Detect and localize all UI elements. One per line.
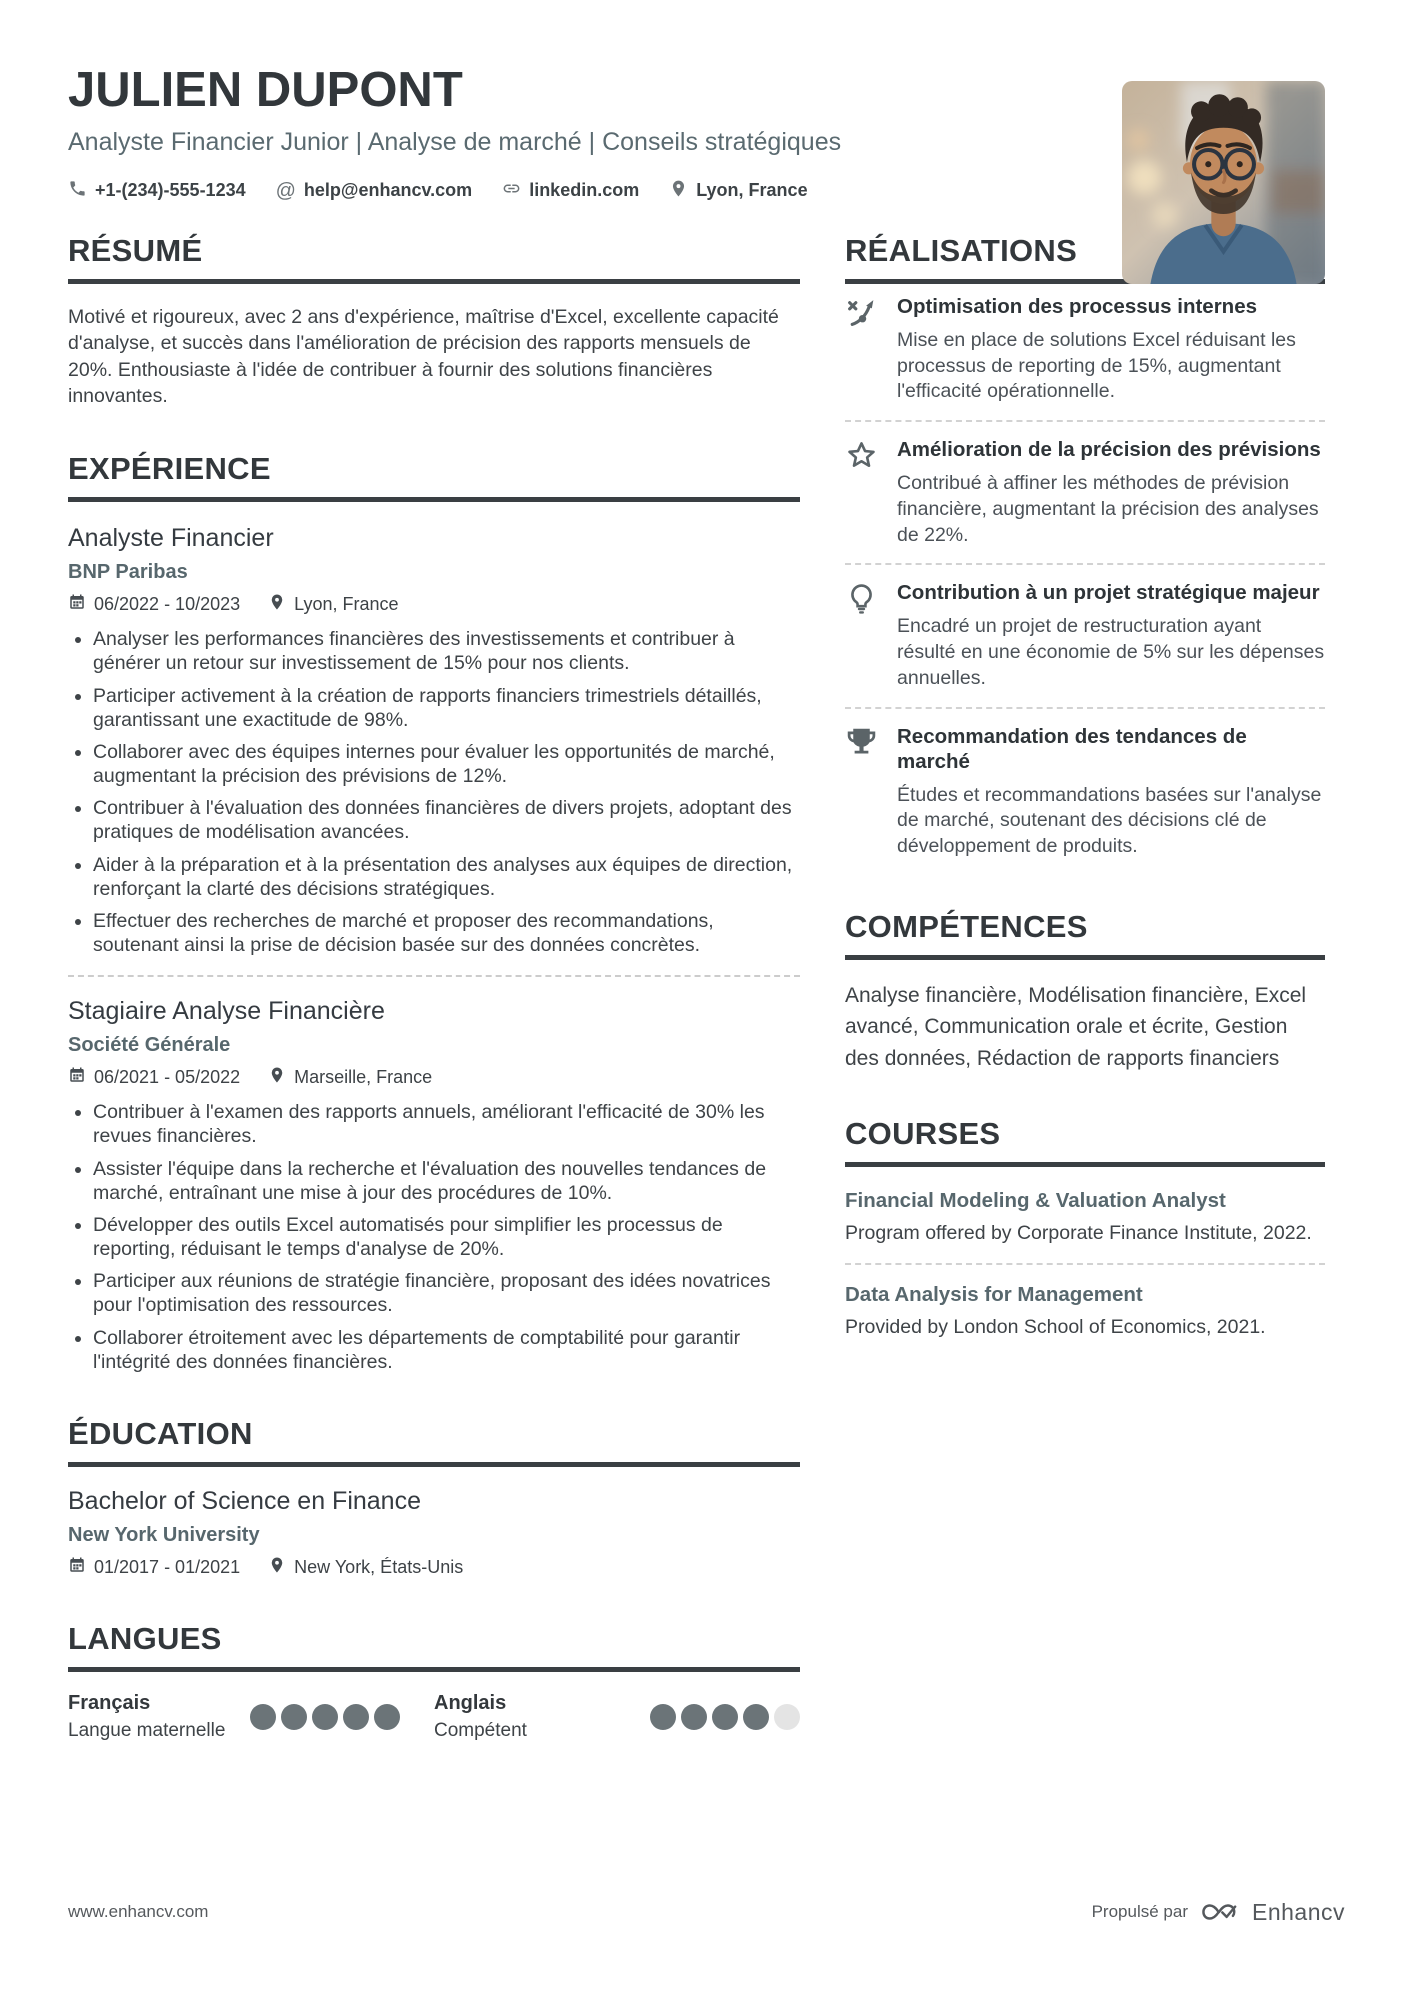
job-bullet: • Analyser les performances financières des investissements et contribuer à générer un retour sur investissement de 15% pour nos clients. bbox=[93, 627, 800, 675]
powered-by-label: Propulsé par bbox=[1091, 1902, 1188, 1921]
section-courses bbox=[845, 1116, 1325, 1356]
rating-dot bbox=[650, 1704, 676, 1730]
summary-text: Motivé et rigoureux, avec 2 ans d'expérience, maîtrise d'Excel, excellente capacité d'analyse, et succès dans l'amélioration de précision des rapports mensuels de 20%. Enthousiaste à l'idée de contribuer à fournir des solutions financières innovantes. bbox=[68, 305, 779, 407]
phone-number: +1-(234)-555-1234 bbox=[95, 180, 246, 201]
languages-heading: LANGUES bbox=[68, 1621, 800, 1672]
education-location bbox=[268, 1556, 463, 1579]
job-bullet: • Effectuer des recherches de marché et proposer des recommandations, soutenant ainsi la prise de décision basée sur des données concrètes. bbox=[93, 909, 800, 957]
location-pin-icon bbox=[268, 1066, 286, 1089]
school-name: New York University bbox=[68, 1523, 260, 1546]
footer-site-link[interactable]: www.enhancv.com bbox=[68, 1902, 209, 1921]
enhancv-logo-icon[interactable] bbox=[1200, 1898, 1240, 1926]
job-dates-text: 06/2021 - 05/2022 bbox=[94, 1067, 241, 1088]
location-pin-icon bbox=[669, 179, 688, 203]
job-bullet: • Collaborer avec des équipes internes pour évaluer les opportunités de marché, augmentant la précision des prévisions de 12%. bbox=[93, 740, 800, 788]
achievements-heading: RÉALISATIONS bbox=[845, 233, 1325, 284]
job-title: Analyste Financier bbox=[68, 524, 274, 553]
achievement-text: Encadré un projet de restructuration ayant résulté en une économie de 5% sur les dépenses annuelles. bbox=[897, 615, 1325, 689]
education-location-text: New York, États-Unis bbox=[294, 1556, 464, 1577]
job-dates-text: 06/2022 - 10/2023 bbox=[94, 594, 241, 615]
language-level: Compétent bbox=[434, 1719, 527, 1741]
job-bullet: • Collaborer étroitement avec les départements de comptabilité pour garantir l'intégrité des données financières. bbox=[93, 1326, 800, 1374]
language-item bbox=[434, 1692, 800, 1742]
course-title: Data Analysis for Management bbox=[845, 1282, 1143, 1306]
rating-dot bbox=[774, 1704, 800, 1730]
course-title: Financial Modeling & Valuation Analyst bbox=[845, 1189, 1226, 1213]
location-text: Lyon, France bbox=[696, 180, 808, 201]
achievement-text: Contribué à affiner les méthodes de prévision financière, augmentant la précision des analyses de 22%. bbox=[897, 472, 1319, 546]
job-location bbox=[268, 1066, 432, 1089]
email-address[interactable]: help@enhancv.com bbox=[303, 180, 473, 201]
job-bullet: • Assister l'équipe dans la recherche et l'évaluation des nouvelles tendances de marché, entraînant une mise à jour des procédures de 10%. bbox=[93, 1157, 800, 1205]
profile-photo bbox=[1122, 81, 1325, 284]
section-languages bbox=[68, 1621, 800, 1742]
website-url[interactable]: linkedin.com bbox=[529, 180, 640, 201]
achievement-title: Optimisation des processus internes bbox=[897, 294, 1257, 318]
job-location-text: Marseille, France bbox=[294, 1067, 433, 1088]
language-rating-dots bbox=[650, 1704, 800, 1730]
experience-heading: EXPÉRIENCE bbox=[68, 451, 800, 502]
job-meta bbox=[68, 1066, 800, 1089]
rating-dot bbox=[743, 1704, 769, 1730]
achievement-item bbox=[845, 420, 1325, 563]
rating-dot bbox=[712, 1704, 738, 1730]
achievement-text: Études et recommandations basées sur l'analyse de marché, soutenant des décisions clé de développement de produits. bbox=[897, 783, 1322, 857]
job-bullet: • Contribuer à l'évaluation des données financières de divers projets, adoptant des pratiques de modélisation avancées. bbox=[93, 796, 800, 844]
company-name: Société Générale bbox=[68, 1034, 231, 1057]
rating-dot bbox=[681, 1704, 707, 1730]
website-contact[interactable] bbox=[502, 179, 639, 203]
calendar-icon bbox=[68, 1556, 86, 1579]
rating-dot bbox=[374, 1704, 400, 1730]
achievement-item bbox=[845, 707, 1325, 875]
strategy-icon bbox=[845, 294, 881, 405]
resume-heading: RÉSUMÉ bbox=[68, 233, 800, 284]
job-entry bbox=[68, 522, 800, 957]
course-description: Provided by London School of Economics, 2021. bbox=[845, 1315, 1266, 1338]
job-location bbox=[268, 593, 398, 616]
education-dates bbox=[68, 1556, 240, 1579]
language-level: Langue maternelle bbox=[68, 1719, 226, 1741]
achievement-item bbox=[845, 563, 1325, 706]
section-achievements bbox=[845, 233, 1325, 875]
education-dates-text: 01/2017 - 01/2021 bbox=[94, 1556, 241, 1577]
job-dates bbox=[68, 1066, 240, 1089]
phone-contact bbox=[68, 179, 246, 203]
phone-icon bbox=[68, 179, 87, 203]
achievement-title: Recommandation des tendances de marché bbox=[897, 724, 1247, 773]
job-bullet: • Contribuer à l'examen des rapports annuels, améliorant l'efficacité de 30% les revues financières. bbox=[93, 1100, 800, 1148]
language-name: Anglais bbox=[434, 1691, 507, 1714]
job-bullet: • Participer aux réunions de stratégie financière, proposant des idées novatrices pour l'optimisation des ressources. bbox=[93, 1269, 800, 1317]
star-icon bbox=[845, 437, 881, 548]
rating-dot bbox=[281, 1704, 307, 1730]
job-bullet-list bbox=[68, 1100, 800, 1374]
language-name: Français bbox=[68, 1691, 151, 1714]
courses-heading: COURSES bbox=[845, 1116, 1325, 1167]
person-name: JULIEN DUPONT bbox=[68, 63, 463, 117]
footer bbox=[68, 1898, 1345, 1926]
rating-dot bbox=[343, 1704, 369, 1730]
header bbox=[68, 64, 1325, 203]
contact-row bbox=[68, 179, 1085, 203]
education-meta bbox=[68, 1556, 800, 1579]
section-skills bbox=[845, 909, 1325, 1075]
degree-title: Bachelor of Science en Finance bbox=[68, 1486, 421, 1515]
job-bullet: • Aider à la préparation et à la présentation des analyses aux équipes de direction, renforçant la clarté des décisions stratégiques. bbox=[93, 853, 800, 901]
link-icon bbox=[502, 179, 521, 203]
rating-dot bbox=[250, 1704, 276, 1730]
job-bullet: • Développer des outils Excel automatisés pour simplifier les processus de reporting, réduisant le temps d'analyse de 20%. bbox=[93, 1213, 800, 1261]
company-name: BNP Paribas bbox=[68, 561, 188, 584]
email-contact[interactable] bbox=[276, 180, 473, 201]
education-heading: ÉDUCATION bbox=[68, 1416, 800, 1467]
job-bullet-list bbox=[68, 627, 800, 957]
section-experience bbox=[68, 451, 800, 1374]
job-title: Stagiaire Analyse Financière bbox=[68, 997, 385, 1026]
job-meta bbox=[68, 593, 800, 616]
location-contact bbox=[669, 179, 807, 203]
course-item bbox=[845, 1263, 1325, 1357]
job-location-text: Lyon, France bbox=[294, 594, 399, 615]
achievement-title: Amélioration de la précision des prévisions bbox=[897, 438, 1321, 462]
achievement-title: Contribution à un projet stratégique majeur bbox=[897, 581, 1320, 605]
job-bullet: • Participer activement à la création de rapports financiers trimestriels détaillés, garantissant une exactitude de 98%. bbox=[93, 684, 800, 732]
calendar-icon bbox=[68, 593, 86, 616]
language-item bbox=[68, 1692, 434, 1742]
section-resume bbox=[68, 233, 800, 409]
job-entry bbox=[68, 975, 800, 1374]
achievement-text: Mise en place de solutions Excel réduisant les processus de reporting de 15%, augmentant l'efficacité opérationnelle. bbox=[897, 328, 1296, 403]
calendar-icon bbox=[68, 1066, 86, 1089]
lightbulb-icon bbox=[845, 580, 881, 691]
skills-heading: COMPÉTENCES bbox=[845, 909, 1325, 960]
at-icon: @ bbox=[275, 179, 296, 202]
course-description: Program offered by Corporate Finance Institute, 2022. bbox=[845, 1222, 1312, 1245]
location-pin-icon bbox=[268, 1556, 286, 1579]
trophy-icon bbox=[845, 724, 881, 860]
rating-dot bbox=[312, 1704, 338, 1730]
course-item bbox=[845, 1187, 1325, 1263]
achievement-item bbox=[845, 290, 1325, 420]
skills-text: Analyse financière, Modélisation financière, Excel avancé, Communication orale et écrite, Gestion des données, Rédaction de rapports financiers bbox=[845, 983, 1307, 1070]
language-rating-dots bbox=[250, 1704, 400, 1730]
headline: Analyste Financier Junior | Analyse de marché | Conseils stratégiques bbox=[68, 127, 842, 156]
section-education bbox=[68, 1416, 800, 1579]
location-pin-icon bbox=[268, 593, 286, 616]
enhancv-brand-name[interactable]: Enhancv bbox=[1251, 1898, 1345, 1925]
job-dates bbox=[68, 593, 240, 616]
